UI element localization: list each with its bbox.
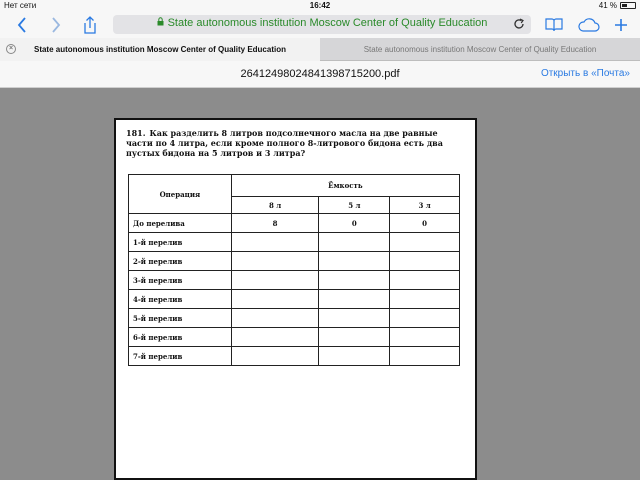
chevron-left-icon[interactable] bbox=[12, 15, 32, 35]
status-bar bbox=[0, 0, 640, 12]
battery-indicator bbox=[599, 1, 636, 10]
table-cell bbox=[319, 290, 390, 309]
table-cell bbox=[319, 271, 390, 290]
pdf-header bbox=[0, 61, 640, 88]
table-cell bbox=[231, 290, 319, 309]
row-label: 4-й перелив bbox=[129, 290, 232, 309]
header-operation: Операция bbox=[129, 175, 232, 214]
row-label: 7-й перелив bbox=[129, 347, 232, 366]
pdf-filename: 26412498024841398715200.pdf bbox=[240, 68, 400, 80]
table-cell bbox=[390, 328, 460, 347]
problem-text bbox=[126, 128, 464, 158]
lock-icon bbox=[157, 17, 164, 29]
header-volume-8: 8 л bbox=[231, 197, 319, 214]
tab-inactive[interactable] bbox=[320, 38, 640, 61]
table-cell: 0 bbox=[319, 214, 390, 233]
battery-icon bbox=[620, 2, 636, 9]
share-icon[interactable] bbox=[80, 15, 100, 35]
table-cell bbox=[319, 309, 390, 328]
table-cell bbox=[231, 233, 319, 252]
carrier-label: Нет сети bbox=[4, 1, 37, 10]
table-row bbox=[129, 309, 460, 328]
url-text: State autonomous institution Moscow Center of Quality Education bbox=[167, 17, 488, 29]
tab-title: State autonomous institution Moscow Center of Quality Education bbox=[363, 45, 597, 54]
table-cell bbox=[231, 347, 319, 366]
row-label: 1-й перелив bbox=[129, 233, 232, 252]
table-row bbox=[129, 233, 460, 252]
table-cell bbox=[231, 271, 319, 290]
header-volume-3: 3 л bbox=[390, 197, 460, 214]
chevron-right-icon[interactable] bbox=[46, 15, 66, 35]
transfer-table bbox=[128, 174, 460, 366]
table-cell bbox=[319, 233, 390, 252]
header-volume-5: 5 л bbox=[319, 197, 390, 214]
table-row bbox=[129, 290, 460, 309]
tab-bar bbox=[0, 38, 640, 61]
reload-icon[interactable] bbox=[513, 17, 525, 35]
table-cell bbox=[390, 347, 460, 366]
table-cell bbox=[231, 309, 319, 328]
clock: 16:42 bbox=[309, 1, 331, 10]
table-cell bbox=[390, 271, 460, 290]
row-label: 5-й перелив bbox=[129, 309, 232, 328]
table-cell bbox=[319, 347, 390, 366]
table-cell bbox=[390, 290, 460, 309]
table-cell bbox=[390, 252, 460, 271]
problem-body: Как разделить 8 литров подсолнечного масла на две равные части по 4 литра, если кроме полного 8-литрового бидона есть два пустых бидона на 5 литров и 3 литра? bbox=[126, 128, 443, 158]
problem-number: 181. bbox=[126, 128, 146, 138]
table-row bbox=[129, 214, 460, 233]
table-cell: 8 bbox=[231, 214, 319, 233]
table-row bbox=[129, 271, 460, 290]
table-row bbox=[129, 347, 460, 366]
pdf-page bbox=[114, 118, 477, 480]
cloud-icon[interactable] bbox=[577, 15, 601, 35]
address-bar[interactable] bbox=[113, 15, 531, 34]
table-cell bbox=[231, 328, 319, 347]
tab-title: State autonomous institution Moscow Center of Quality Education bbox=[33, 45, 286, 54]
browser-toolbar bbox=[0, 12, 640, 38]
row-label: До перелива bbox=[129, 214, 232, 233]
table-cell bbox=[390, 309, 460, 328]
table-cell bbox=[390, 233, 460, 252]
table-cell: 0 bbox=[390, 214, 460, 233]
book-icon[interactable] bbox=[544, 15, 564, 35]
plus-icon[interactable] bbox=[612, 15, 630, 35]
table-cell bbox=[319, 252, 390, 271]
header-capacity: Ёмкость bbox=[231, 175, 459, 197]
row-label: 3-й перелив bbox=[129, 271, 232, 290]
open-in-mail-button[interactable]: Открыть в «Почта» bbox=[540, 68, 630, 79]
table-cell bbox=[231, 252, 319, 271]
table-row bbox=[129, 252, 460, 271]
table-cell bbox=[319, 328, 390, 347]
tab-active[interactable] bbox=[0, 38, 320, 61]
row-label: 2-й перелив bbox=[129, 252, 232, 271]
table-row bbox=[129, 328, 460, 347]
battery-percent: 41 % bbox=[598, 1, 617, 10]
row-label: 6-й перелив bbox=[129, 328, 232, 347]
close-icon[interactable]: × bbox=[6, 44, 16, 54]
